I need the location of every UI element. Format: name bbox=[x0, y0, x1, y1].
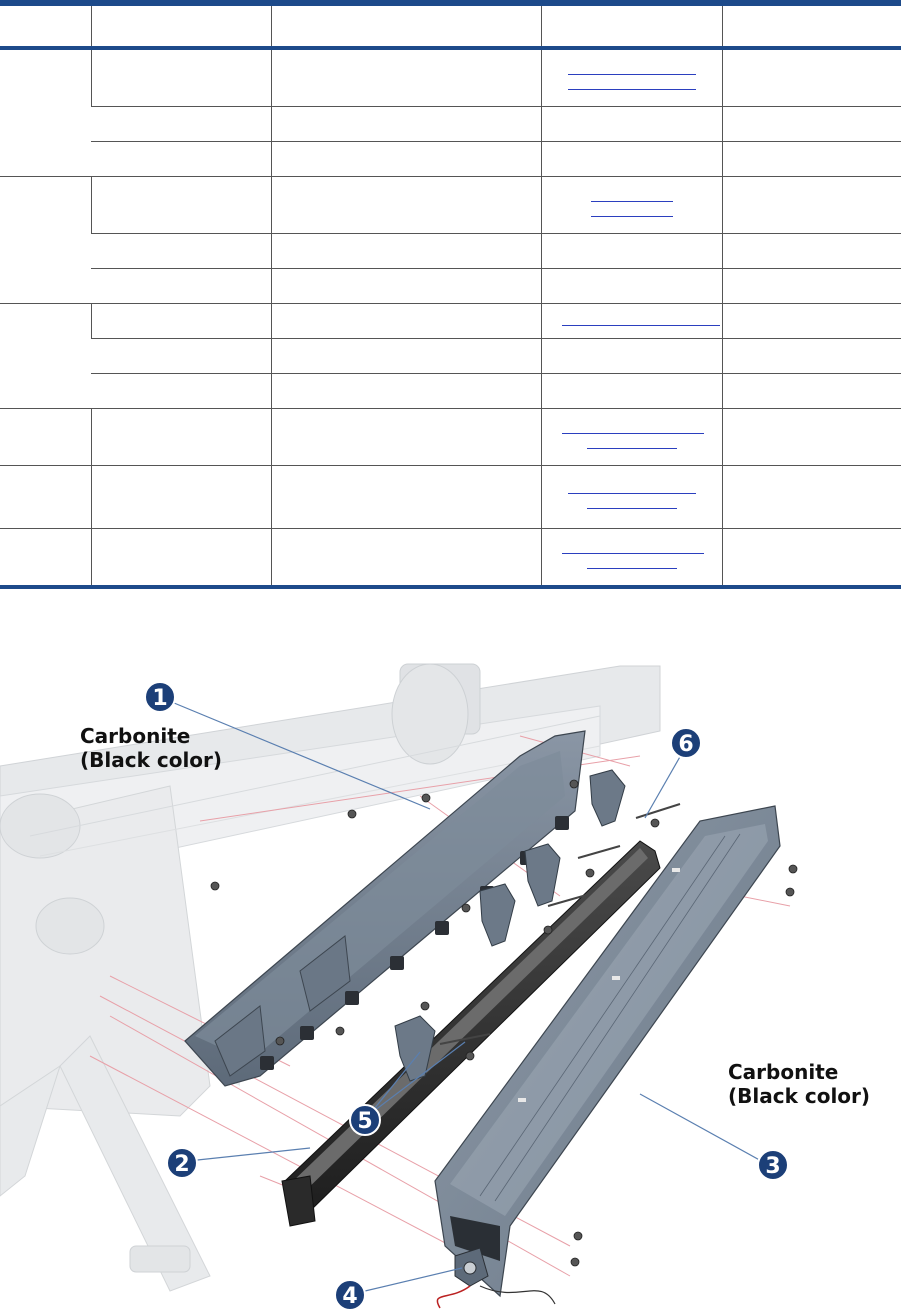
table-cell bbox=[541, 107, 722, 142]
part-link-cell[interactable] bbox=[541, 529, 722, 588]
table-cell bbox=[271, 269, 541, 304]
part-link[interactable] bbox=[587, 500, 677, 509]
parts-table bbox=[0, 0, 901, 589]
part-link[interactable] bbox=[591, 193, 673, 202]
table-cell bbox=[271, 339, 541, 374]
table-cell bbox=[722, 107, 901, 142]
table-cell bbox=[91, 374, 271, 409]
table-cell bbox=[91, 142, 271, 177]
table-cell bbox=[271, 529, 541, 588]
part-link[interactable] bbox=[562, 317, 720, 326]
callout-1 bbox=[80, 682, 222, 772]
table-cell bbox=[271, 142, 541, 177]
table-row bbox=[0, 48, 901, 107]
callout-number: 5 bbox=[357, 1109, 373, 1134]
table-cell bbox=[271, 48, 541, 107]
table-cell bbox=[722, 234, 901, 269]
table-row bbox=[0, 177, 901, 234]
table-row bbox=[0, 409, 901, 466]
ref-cell bbox=[0, 529, 91, 588]
table-cell bbox=[91, 304, 271, 339]
table-cell bbox=[722, 269, 901, 304]
table-cell bbox=[271, 374, 541, 409]
table-row bbox=[0, 269, 901, 304]
table-row bbox=[0, 466, 901, 529]
callout-label: (Black color) bbox=[728, 1084, 871, 1108]
part-link-cell[interactable] bbox=[541, 409, 722, 466]
part-link[interactable] bbox=[562, 425, 704, 434]
part-link[interactable] bbox=[568, 81, 696, 90]
table-cell bbox=[91, 529, 271, 588]
header-cell bbox=[0, 3, 91, 48]
part-link[interactable] bbox=[587, 560, 677, 569]
table-cell bbox=[722, 142, 901, 177]
callout-label: Carbonite bbox=[80, 724, 191, 748]
part-link[interactable] bbox=[568, 485, 696, 494]
table-row bbox=[0, 142, 901, 177]
table-row bbox=[0, 339, 901, 374]
table-cell bbox=[91, 48, 271, 107]
callout-number: 3 bbox=[765, 1154, 781, 1179]
table-cell bbox=[541, 269, 722, 304]
table-cell bbox=[722, 177, 901, 234]
table-cell bbox=[541, 374, 722, 409]
callout-number: 4 bbox=[342, 1284, 358, 1309]
table-cell bbox=[271, 234, 541, 269]
callout-number: 6 bbox=[678, 732, 694, 757]
part-link[interactable] bbox=[562, 545, 704, 554]
table-cell bbox=[541, 142, 722, 177]
callout-number: 2 bbox=[174, 1152, 190, 1177]
table-cell bbox=[271, 177, 541, 234]
table-cell bbox=[722, 304, 901, 339]
table-cell bbox=[91, 339, 271, 374]
callout-6 bbox=[671, 728, 701, 758]
table-cell bbox=[91, 177, 271, 234]
table-cell bbox=[91, 234, 271, 269]
part-link-cell[interactable] bbox=[541, 177, 722, 234]
table-row bbox=[0, 234, 901, 269]
header-cell bbox=[722, 3, 901, 48]
table-row bbox=[0, 107, 901, 142]
part-link[interactable] bbox=[591, 208, 673, 217]
table-cell bbox=[541, 339, 722, 374]
table-row bbox=[0, 529, 901, 588]
table-cell bbox=[722, 374, 901, 409]
ref-cell bbox=[0, 177, 91, 304]
ref-cell bbox=[0, 466, 91, 529]
callout-4 bbox=[335, 1280, 365, 1310]
table-cell bbox=[722, 409, 901, 466]
table-cell bbox=[91, 466, 271, 529]
ref-cell bbox=[0, 48, 91, 177]
ref-cell bbox=[0, 304, 91, 409]
table-cell bbox=[271, 304, 541, 339]
part-link-cell[interactable] bbox=[541, 304, 722, 339]
part-link-cell[interactable] bbox=[541, 466, 722, 529]
callout-2 bbox=[167, 1148, 197, 1178]
table-cell bbox=[91, 107, 271, 142]
part-link[interactable] bbox=[568, 66, 696, 75]
callout-5 bbox=[350, 1105, 380, 1135]
table-cell bbox=[541, 234, 722, 269]
table-cell bbox=[271, 466, 541, 529]
table-cell bbox=[722, 529, 901, 588]
callout-3 bbox=[728, 1060, 870, 1180]
table-row bbox=[0, 304, 901, 339]
table-cell bbox=[722, 466, 901, 529]
table-header-row bbox=[0, 3, 901, 48]
header-cell bbox=[541, 3, 722, 48]
header-cell bbox=[271, 3, 541, 48]
part-link-cell[interactable] bbox=[541, 48, 722, 107]
callout-label: (Black color) bbox=[80, 748, 223, 772]
ref-cell bbox=[0, 409, 91, 466]
table-row bbox=[0, 374, 901, 409]
table-cell bbox=[271, 107, 541, 142]
callout-label: Carbonite bbox=[728, 1060, 839, 1084]
callout-number: 1 bbox=[152, 686, 168, 711]
part-link[interactable] bbox=[587, 440, 677, 449]
table-cell bbox=[91, 409, 271, 466]
table-cell bbox=[91, 269, 271, 304]
table-cell bbox=[722, 339, 901, 374]
table-cell bbox=[271, 409, 541, 466]
header-cell bbox=[91, 3, 271, 48]
table-cell bbox=[722, 48, 901, 107]
exploded-parts-diagram bbox=[0, 636, 901, 1311]
